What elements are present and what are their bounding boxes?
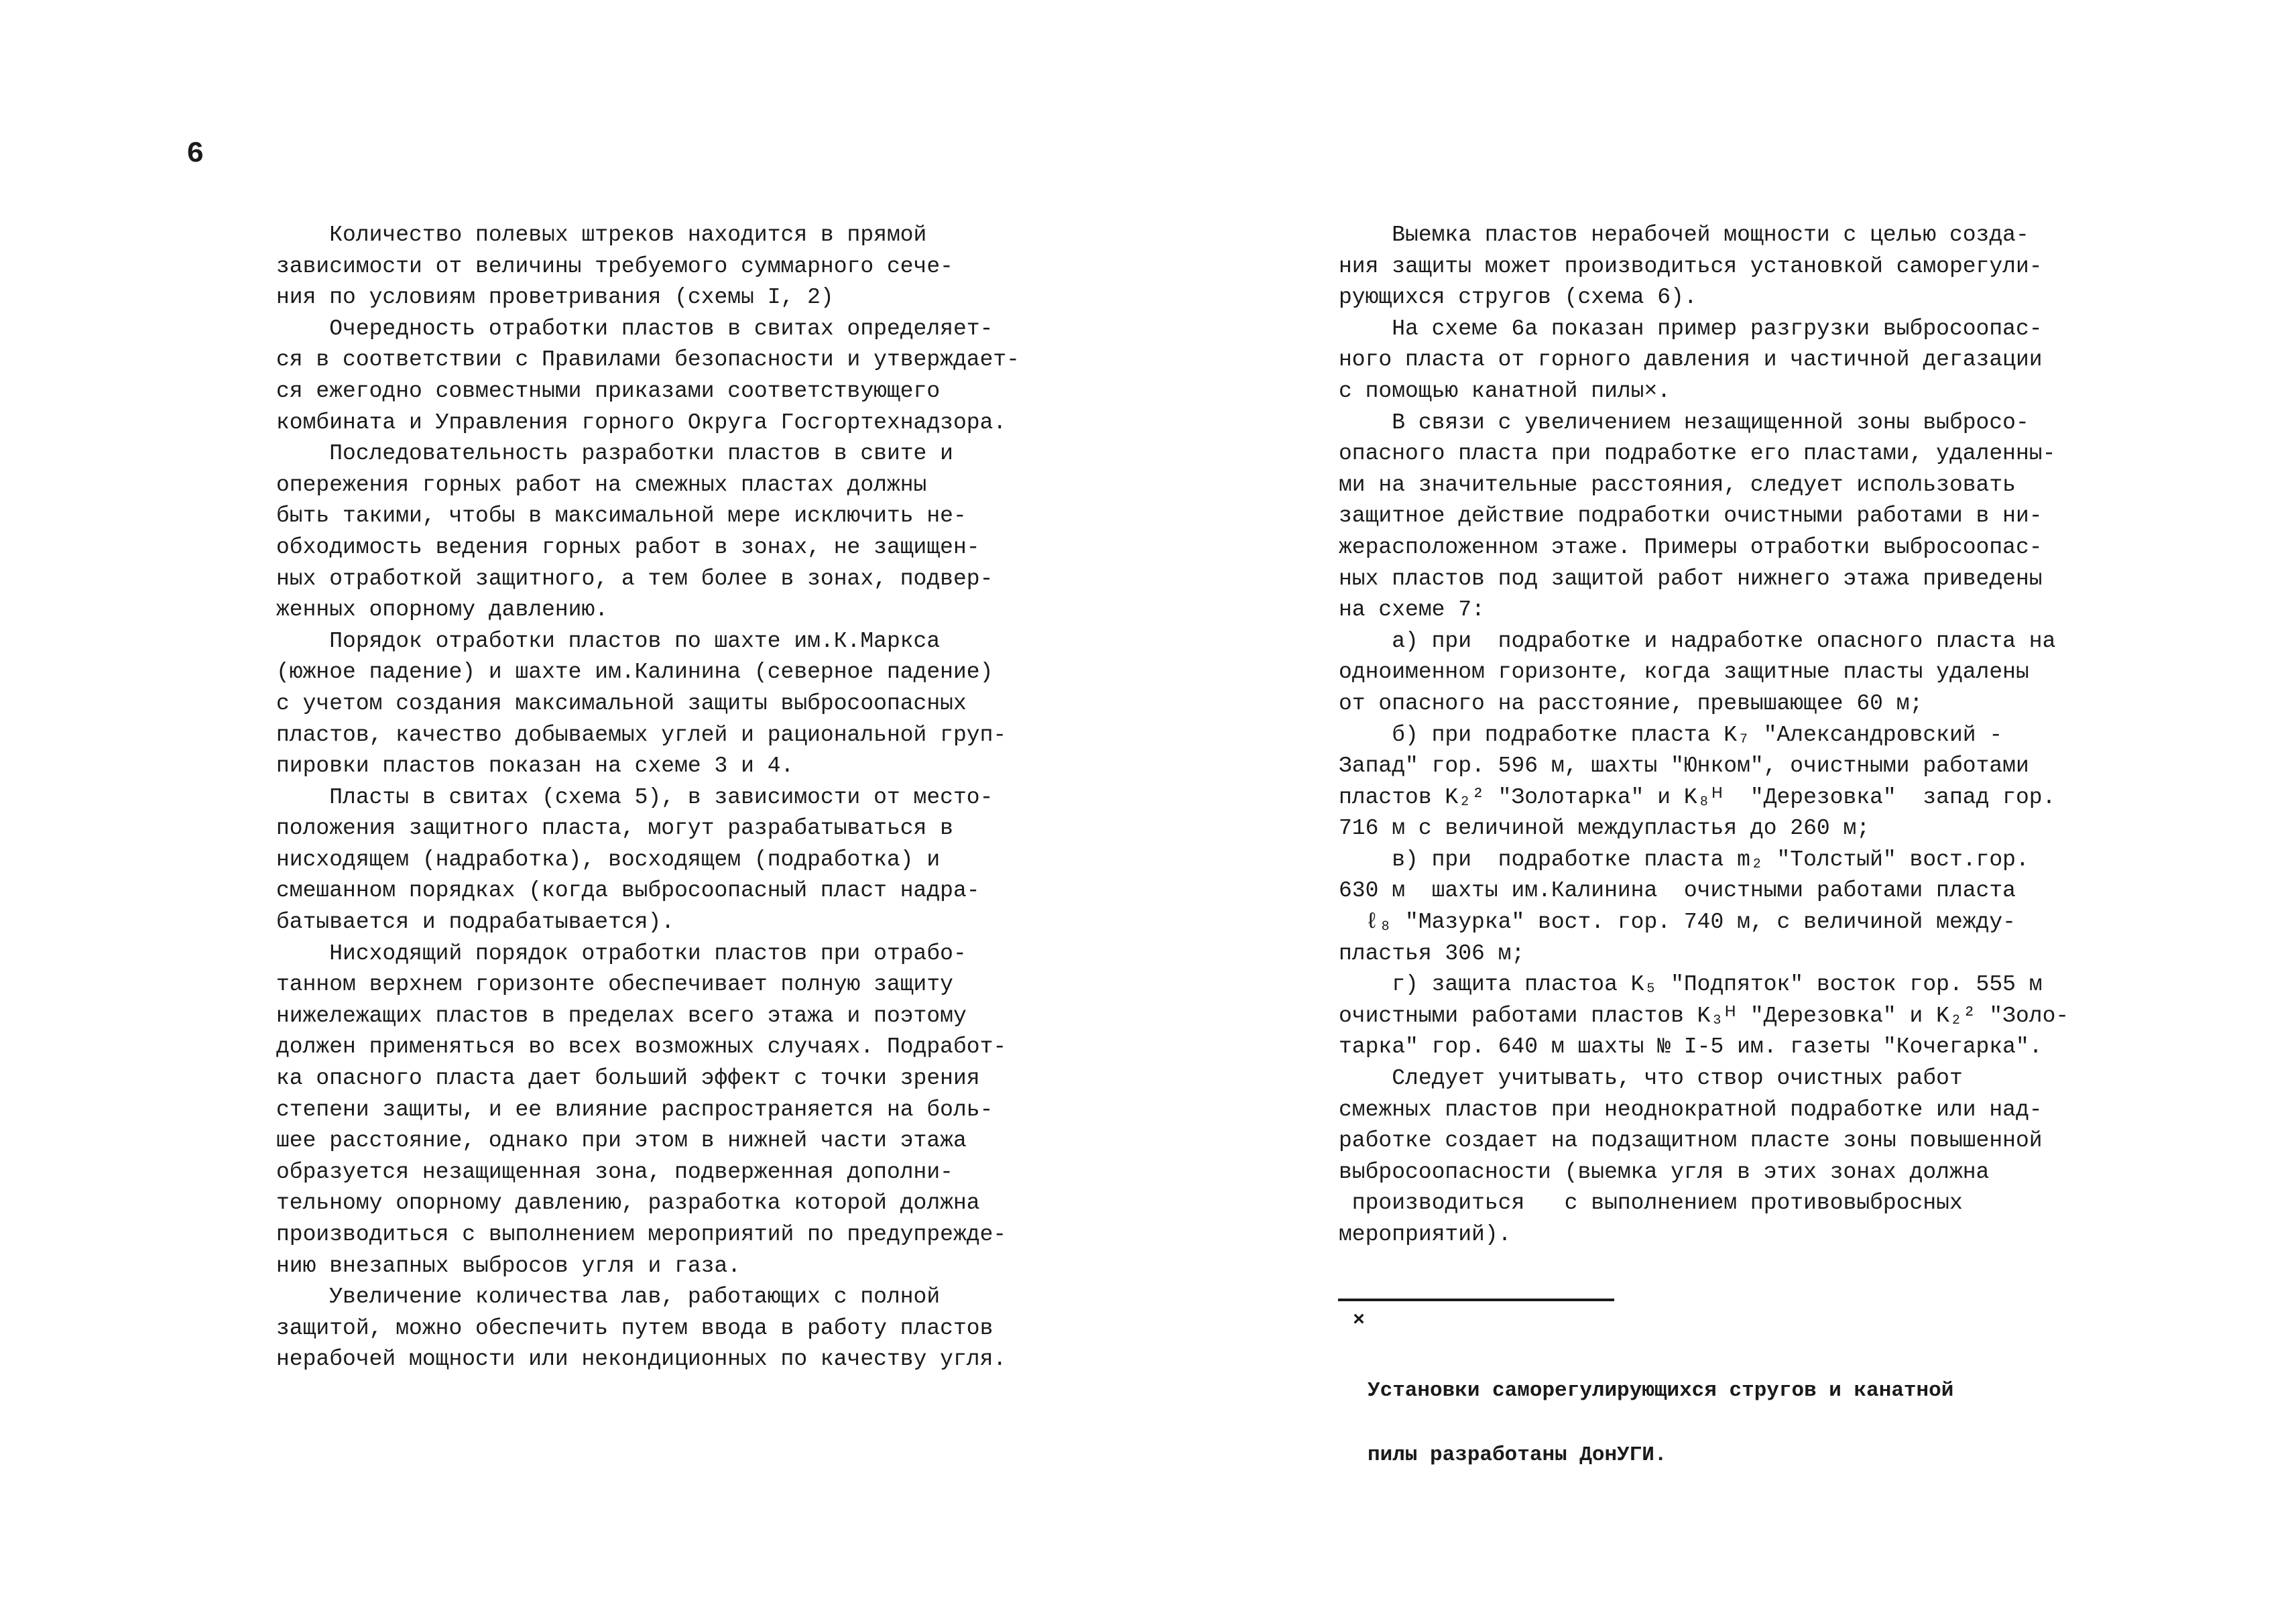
- text-line: производиться с выполнением мероприятий по предупрежде-: [276, 1222, 1007, 1247]
- text-line: мероприятий).: [1339, 1222, 1512, 1247]
- text-line: пластов, качество добываемых углей и рациональной груп-: [276, 722, 1007, 747]
- right-column: [1339, 220, 2090, 1251]
- text-line: б) при подработке пласта K₇ "Александровский -: [1339, 722, 2003, 747]
- text-line: ния защиты может производиться установкой саморегули-: [1339, 253, 2043, 279]
- footnote-line: Установки саморегулирующихся стругов и канатной: [1368, 1379, 1954, 1402]
- text-line: с учетом создания максимальной защиты выбросоопасных: [276, 690, 967, 716]
- text-line: в) при подработке пласта m₂ "Толстый" вост.гор.: [1339, 847, 2029, 872]
- text-line: Количество полевых штреков находится в прямой: [276, 223, 927, 247]
- text-line: 630 м шахты им.Калинина очистными работами пласта: [1339, 878, 2016, 904]
- text-line: Нисходящий порядок отработки пластов при отрабо-: [276, 941, 967, 966]
- text-line: образуется незащищенная зона, подверженная дополни-: [276, 1159, 953, 1185]
- text-line: ся ежегодно совместными приказами соответствующего: [276, 378, 941, 404]
- text-line: с помощью канатной пилы×.: [1339, 378, 1671, 404]
- text-line: нерабочей мощности или некондиционных по качеству угля.: [276, 1347, 1007, 1372]
- text-line: Пласты в свитах (схема 5), в зависимости от место-: [276, 784, 993, 810]
- text-line: защитой, можно обеспечить путем ввода в работу пластов: [276, 1315, 993, 1341]
- text-line: нижележащих пластов в пределах всего этажа и поэтому: [276, 1003, 967, 1028]
- text-line: жерасположенном этаже. Примеры отработки выбросоопас-: [1339, 534, 2043, 560]
- text-line: одноименном горизонте, когда защитные пласты удалены: [1339, 660, 2029, 685]
- text-line: очистными работами пластов K₃ᴴ "Дерезовка" и K₂² "Золо-: [1339, 1003, 2069, 1028]
- footnote-divider: [1338, 1299, 1614, 1301]
- text-line: Очередность отработки пластов в свитах определяет-: [276, 316, 993, 341]
- footnote-line: пилы разработаны ДонУГИ.: [1368, 1443, 1667, 1467]
- text-line: от опасного на расстояние, превышающее 60 м;: [1339, 690, 1923, 716]
- text-line: На схеме 6а показан пример разгрузки выбросоопас-: [1339, 316, 2043, 341]
- text-line: ного пласта от горного давления и частичной дегазации: [1339, 347, 2043, 373]
- text-line: зависимости от величины требуемого суммарного сече-: [276, 253, 953, 279]
- text-line: Следует учитывать, что створ очистных работ: [1339, 1066, 1963, 1091]
- text-line: ся в соответствии с Правилами безопасности и утверждает-: [276, 347, 1020, 373]
- text-line: смешанном порядках (когда выбросоопасный пласт надра-: [276, 878, 980, 904]
- text-line: опасного пласта при подработке его пластами, удаленны-: [1339, 441, 2056, 467]
- text-line: обходимость ведения горных работ в зонах, не защищен-: [276, 534, 980, 560]
- text-line: опережения горных работ на смежных пластах должны: [276, 472, 927, 497]
- text-line: должен применяться во всех возможных случаях. Подработ-: [276, 1034, 1007, 1060]
- text-line: Последовательность разработки пластов в свите и: [276, 441, 953, 467]
- text-line: степени защиты, и ее влияние распространяется на боль-: [276, 1097, 993, 1122]
- left-column: [276, 220, 1020, 1376]
- text-line: ных пластов под защитой работ нижнего этажа приведены: [1339, 566, 2043, 591]
- text-line: пластья 306 м;: [1339, 941, 1525, 966]
- text-line: тарка" гор. 640 м шахты № I-5 им. газеты "Кочегарка".: [1339, 1034, 2043, 1060]
- text-line: Порядок отработки пластов по шахте им.К.Маркса: [276, 628, 941, 654]
- text-line: выбросоопасности (выемка угля в этих зонах должна: [1339, 1159, 1990, 1185]
- footnote-mark: ×: [1353, 1309, 1366, 1332]
- text-line: Запад" гор. 596 м, шахты "Юнком", очистными работами: [1339, 754, 2029, 779]
- text-line: а) при подработке и надработке опасного пласта на: [1339, 628, 2056, 654]
- text-line: ния по условиям проветривания (схемы I, 2): [276, 285, 834, 310]
- text-line: нисходящем (надработка), восходящем (подработка) и: [276, 847, 941, 872]
- text-line: пировки пластов показан на схеме 3 и 4.: [276, 754, 794, 779]
- text-line: В связи с увеличением незащищенной зоны выбросо-: [1339, 410, 2029, 435]
- text-line: пластов K₂² "Золотарка" и K₈ᴴ "Дерезовка" запад гор.: [1339, 784, 2056, 810]
- text-line: комбината и Управления горного Округа Госгортехнадзора.: [276, 410, 1007, 435]
- text-line: ℓ₈ "Мазурка" вост. гор. 740 м, с величиной между-: [1339, 910, 2016, 935]
- text-line: быть такими, чтобы в максимальной мере исключить не-: [276, 503, 967, 529]
- text-line: Увеличение количества лав, работающих с полной: [276, 1284, 941, 1310]
- text-line: нию внезапных выбросов угля и газа.: [276, 1253, 741, 1278]
- text-line: (южное падение) и шахте им.Калинина (северное падение): [276, 660, 993, 685]
- text-line: 716 м с величиной междупластья до 260 м;: [1339, 816, 1870, 841]
- text-line: положения защитного пласта, могут разрабатываться в: [276, 816, 953, 841]
- text-line: шее расстояние, однако при этом в нижней части этажа: [276, 1128, 967, 1154]
- text-line: ка опасного пласта дает больший эффект с точки зрения: [276, 1066, 980, 1091]
- text-line: батывается и подрабатывается).: [276, 910, 675, 935]
- text-line: тельному опорному давлению, разработка которой должна: [276, 1191, 980, 1216]
- text-line: производиться с выполнением противовыбросных: [1339, 1191, 1963, 1216]
- text-line: защитное действие подработки очистными работами в ни-: [1339, 503, 2043, 529]
- text-line: танном верхнем горизонте обеспечивает полную защиту: [276, 972, 953, 998]
- text-line: ных отработкой защитного, а тем более в зонах, подвер-: [276, 566, 993, 591]
- footnote-text: [1368, 1337, 1953, 1488]
- text-line: женных опорному давлению.: [276, 597, 609, 623]
- text-line: г) защита пластоа K₅ "Подпяток" восток гор. 555 м: [1339, 972, 2043, 998]
- text-line: смежных пластов при неоднократной подработке или над-: [1339, 1097, 2043, 1122]
- text-line: рующихся стругов (схема 6).: [1339, 285, 1697, 310]
- page-number: 6: [186, 137, 204, 171]
- text-line: на схеме 7:: [1339, 597, 1485, 623]
- text-line: ми на значительные расстояния, следует использовать: [1339, 472, 2016, 497]
- text-line: Выемка пластов нерабочей мощности с целью созда-: [1339, 223, 2029, 247]
- text-line: работке создает на подзащитном пласте зоны повышенной: [1339, 1128, 2043, 1154]
